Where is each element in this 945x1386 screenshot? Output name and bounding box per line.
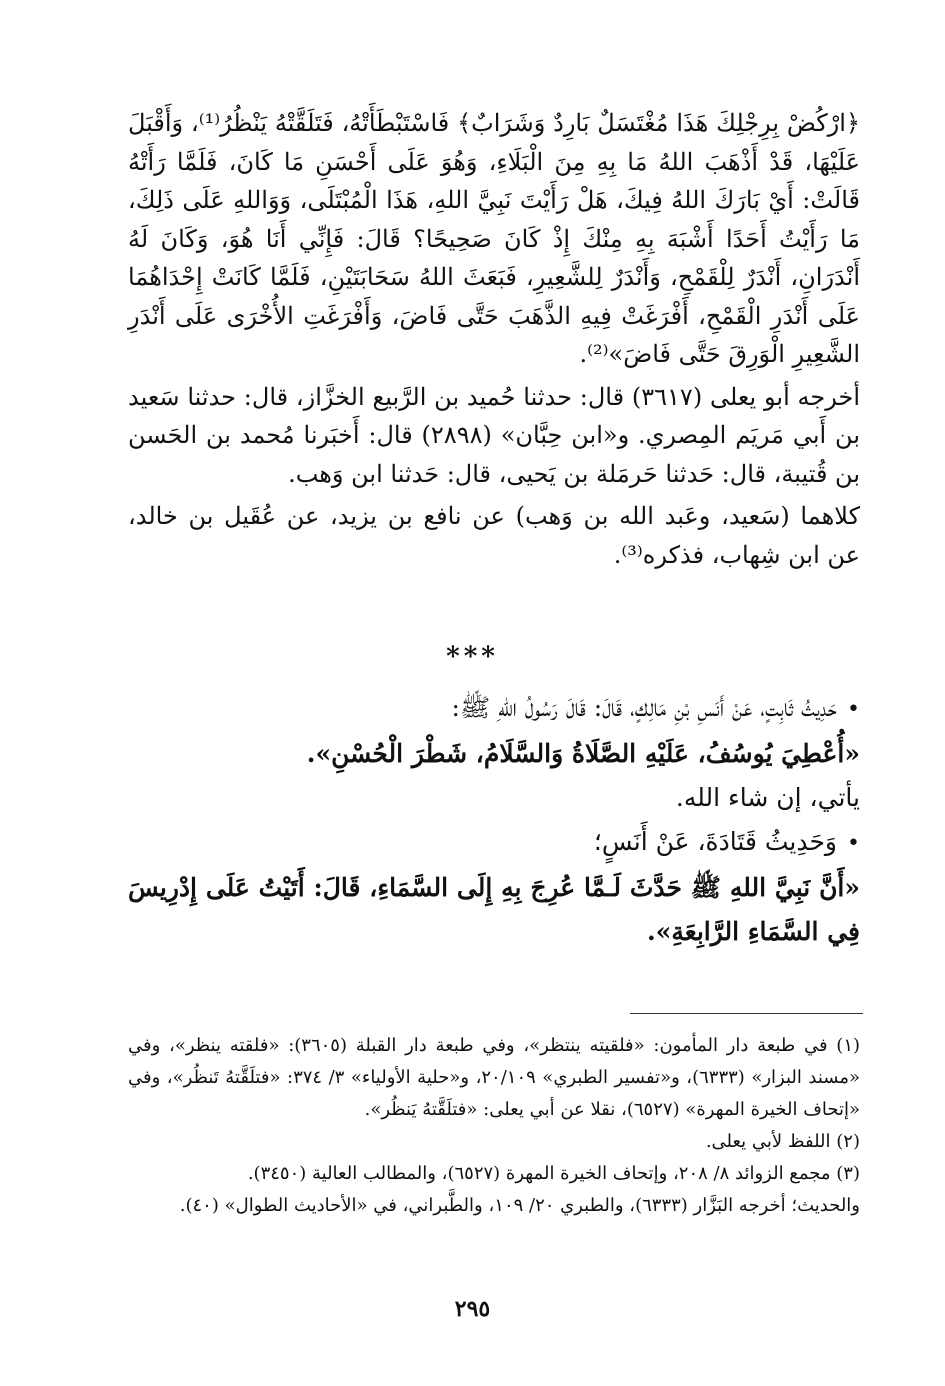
lower-text (128, 686, 860, 954)
hadith-1-note: يأتي، إن شاء الله. (675, 783, 860, 812)
hadith-1-intro: • حَدِيثُ ثَابِتٍ، عَنْ أَنَسِ بْنِ مَالِكٍ، قَالَ: قَالَ رَسُولُ اللهِ ﷺ: (128, 686, 860, 732)
footnote-3-continuation: والحديث؛ أخرجه البَزَّار (٦٣٣٣)، والطبري ٢٠/ ١٠٩، والطَّبراني، في «الأحاديث الطوال» (٤٠). (179, 1195, 860, 1216)
isnad-paragraph-1: أخرجه أبو يعلى (٣٦١٧) قال: حدثنا حُميد بن الرَّبيع الخزَّاز، قال: حدثنا سَعيد بن أَبي مَريَم المِصري. و«ابن حِبَّان» (٢٨٩٨) قال: أَخبَرنا مُحمد بن الحَسن بن قُتيبة، قال: حَدثنا حَرمَلة بن يَحيى، قال: حَدثنا ابن وَهب. (128, 382, 860, 488)
footnotes (128, 1030, 860, 1222)
footnote-3: (٣) مجمع الزوائد ٨/ ٢٠٨، وإتحاف الخيرة المهرة (٦٥٢٧)، والمطالب العالية (٣٤٥٠). (247, 1163, 860, 1184)
hadith-2-intro: • وَحَدِيثُ قَتَادَةَ، عَنْ أَنَسٍ؛ (128, 820, 860, 866)
page-number: ٢٩٥ (454, 1296, 491, 1322)
hadith-paragraph: ﴿ارْكُضْ بِرِجْلِكَ هَذَا مُغْتَسَلٌ بَارِدٌ وَشَرَابٌ﴾ فَاسْتَبْطَأَتْهُ، فَتَلَقَّتْهُ يَنْظُرُ⁽¹⁾، وَأَقْبَلَ عَلَيْهَا، قَدْ أَذْهَبَ اللهُ مَا بِهِ مِنَ الْبَلَاءِ، وَهُوَ عَلَى أَحْسَنِ مَا كَانَ، فَلَمَّا رَأَتْهُ قَالَتْ: أَيْ بَارَكَ اللهُ فِيكَ، هَلْ رَأَيْتَ نَبِيَّ اللهِ، هَذَا الْمُبْتَلَى، وَوَاللهِ عَلَى ذَلِكَ، مَا رَأَيْتُ أَحَدًا أَشْبَهَ بِهِ مِنْكَ إِذْ كَانَ صَحِيحًا؟ قَالَ: فَإِنِّي أَنَا هُوَ، وَكَانَ لَهُ أَنْدَرَانِ، أَنْدَرٌ لِلْقَمْحِ، وَأَنْدَرٌ لِلشَّعِيرِ، فَبَعَثَ اللهُ سَحَابَتَيْنِ، فَلَمَّا كَانَتْ إِحْدَاهُمَا عَلَى أَنْدَرِ الْقَمْحِ، أَفْرَغَتْ فِيهِ الذَّهَبَ حَتَّى فَاضَ، وَأَفْرَغَتِ الأُخْرَى عَلَى أَنْدَرِ الشَّعِيرِ الْوَرِقَ حَتَّى فَاضَ»⁽²⁾. (128, 109, 861, 368)
footnote-divider (630, 1013, 863, 1014)
footnote-1: (١) في طبعة دار المأمون: «فلقيته ينتظر»، وفي طبعة دار القبلة (٣٦٠٥): «فلقته ينظر»، وفي «مسند البزار» (٦٣٣٣)، و«تفسير الطبري» ٢٠/١٠٩، و«حلية الأولياء» ٣/ ٣٧٤: «فتلَقَّتهُ تَنظُر»، وفي «إتحاف الخيرة المهرة» (٦٥٢٧)، نقلا عن أبي يعلى: «فتلَقَّتهُ يَنظُر». (128, 1035, 861, 1120)
main-text (128, 104, 860, 578)
footnote-2: (٢) اللفظ لأبي يعلى. (705, 1131, 860, 1152)
hadith-2-text: «أَنَّ نَبِيَّ اللهِ ﷺ حَدَّثَ لَـمَّا عُرِجَ بِهِ إِلَى السَّمَاءِ، قَالَ: أَتَيْتُ عَلَى إِدْرِيسَ فِي السَّمَاءِ الرَّابِعَةِ». (128, 873, 860, 946)
hadith-1-text: «أُعْطِيَ يُوسُفُ، عَلَيْهِ الصَّلَاةُ وَالسَّلَامُ، شَطْرَ الْحُسْنِ». (306, 739, 860, 768)
isnad-paragraph-2: كلاهما (سَعيد، وعَبد الله بن وَهب) عن نافع بن يزيد، عن عُقَيل بن خالد، عن ابن شِهاب، فذكره⁽³⁾. (128, 502, 860, 569)
section-separator: *** (446, 642, 499, 672)
